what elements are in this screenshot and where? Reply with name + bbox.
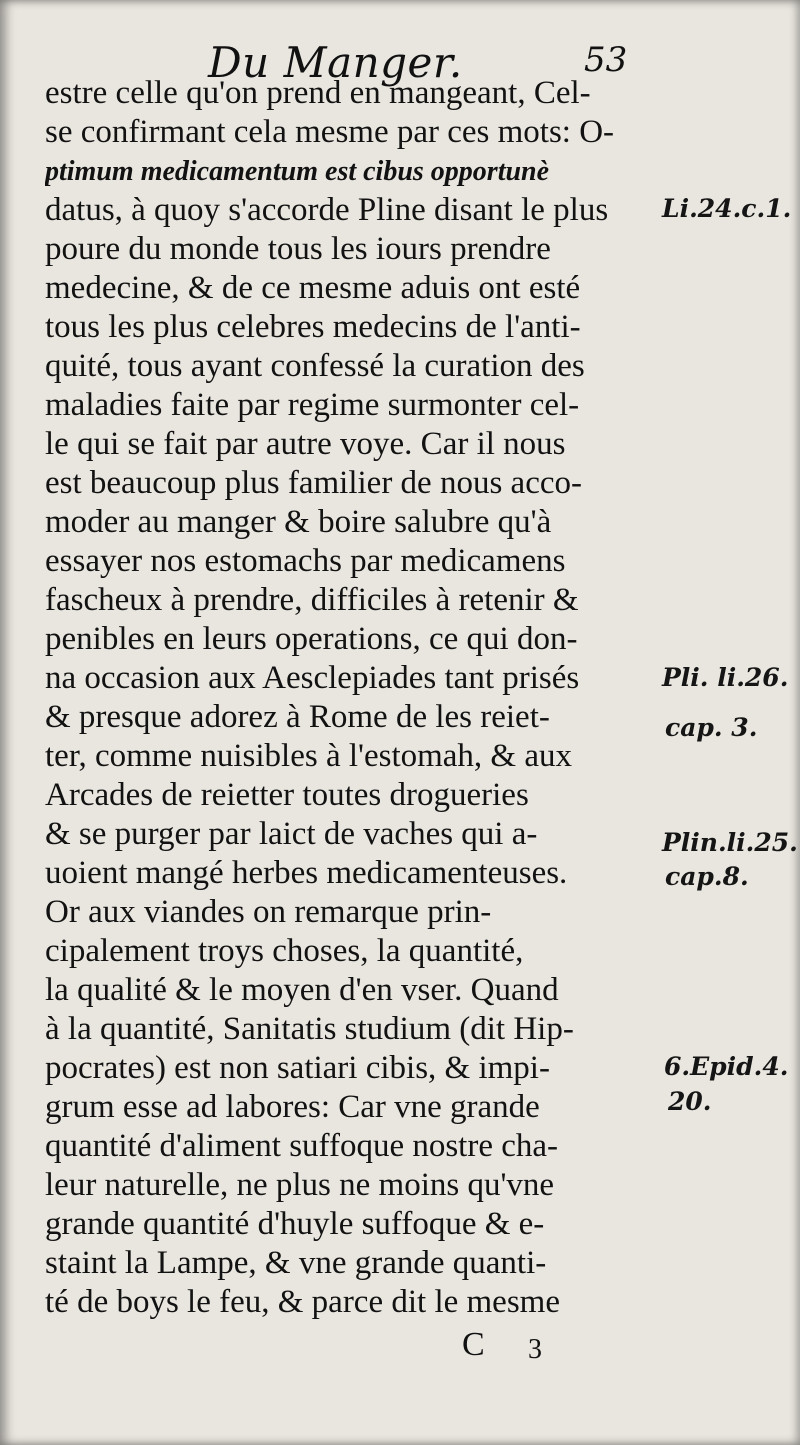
text-line: datus, à quoy s'accorde Pline disant le plus xyxy=(45,192,609,228)
margin-note: cap. 3. xyxy=(665,713,758,742)
text-line: essayer nos estomachs par medicamens xyxy=(45,543,566,579)
text-line: & se purger par laict de vaches qui a- xyxy=(45,816,538,852)
text-line: Arcades de reietter toutes drogueries xyxy=(45,777,529,813)
text-line: grum esse ad labores: Car vne grande xyxy=(45,1089,540,1125)
margin-note: Li.24.c.1. xyxy=(662,194,792,223)
text-line: fascheux à prendre, difficiles à retenir & xyxy=(45,582,579,618)
text-line: ter, comme nuisibles à l'estomah, & aux xyxy=(45,738,573,774)
text-line: & presque adorez à Rome de les reiet- xyxy=(45,699,550,735)
signature-number: 3 xyxy=(528,1334,542,1365)
text-line: na occasion aux Aesclepiades tant prisés xyxy=(45,660,580,696)
text-line: staint la Lampe, & vne grande quanti- xyxy=(45,1245,547,1281)
text-line: té de boys le feu, & parce dit le mesme xyxy=(45,1284,560,1320)
running-title: Du Manger. xyxy=(208,38,463,87)
text-line: medecine, & de ce mesme aduis ont esté xyxy=(45,270,581,306)
text-line: grande quantité d'huyle suffoque & e- xyxy=(45,1206,545,1242)
text-line: leur naturelle, ne plus ne moins qu'vne xyxy=(45,1167,555,1203)
text-line: estre celle qu'on prend en mangeant, Cel- xyxy=(45,75,591,111)
page-number: 53 xyxy=(584,40,628,80)
text-line: est beaucoup plus familier de nous acco- xyxy=(45,465,582,501)
text-line: uoient mangé herbes medicamenteuses. xyxy=(45,855,568,891)
text-line: moder au manger & boire salubre qu'à xyxy=(45,504,552,540)
margin-note: Pli. li.26. xyxy=(662,663,789,692)
signature-letter: C xyxy=(462,1326,485,1363)
text-line: maladies faite par regime surmonter cel- xyxy=(45,387,580,423)
text-line: Or aux viandes on remarque prin- xyxy=(45,894,492,930)
text-line: poure du monde tous les iours prendre xyxy=(45,231,551,267)
margin-note: Plin.li.25. xyxy=(662,828,798,857)
text-line: penibles en leurs operations, ce qui don- xyxy=(45,621,578,657)
text-line: cipalement troys choses, la quantité, xyxy=(45,933,524,969)
margin-note: 6.Epid.4. xyxy=(664,1052,789,1081)
text-line: tous les plus celebres medecins de l'anti- xyxy=(45,309,581,345)
text-line-italic: ptimum medicamentum est cibus opportunè xyxy=(45,156,550,187)
text-line: quantité d'aliment suffoque nostre cha- xyxy=(45,1128,559,1164)
text-line: quité, tous ayant confessé la curation des xyxy=(45,348,585,384)
margin-note: cap.8. xyxy=(665,862,749,891)
text-line: se confirmant cela mesme par ces mots: O- xyxy=(45,114,615,150)
text-line: pocrates) est non satiari cibis, & impi- xyxy=(45,1050,550,1086)
margin-note: 20. xyxy=(668,1087,712,1116)
body-text xyxy=(45,74,665,1322)
text-line: le qui se fait par autre voye. Car il nous xyxy=(45,426,566,462)
text-line: à la quantité, Sanitatis studium (dit Hip- xyxy=(45,1011,574,1047)
text-line: la qualité & le moyen d'en vser. Quand xyxy=(45,972,559,1008)
